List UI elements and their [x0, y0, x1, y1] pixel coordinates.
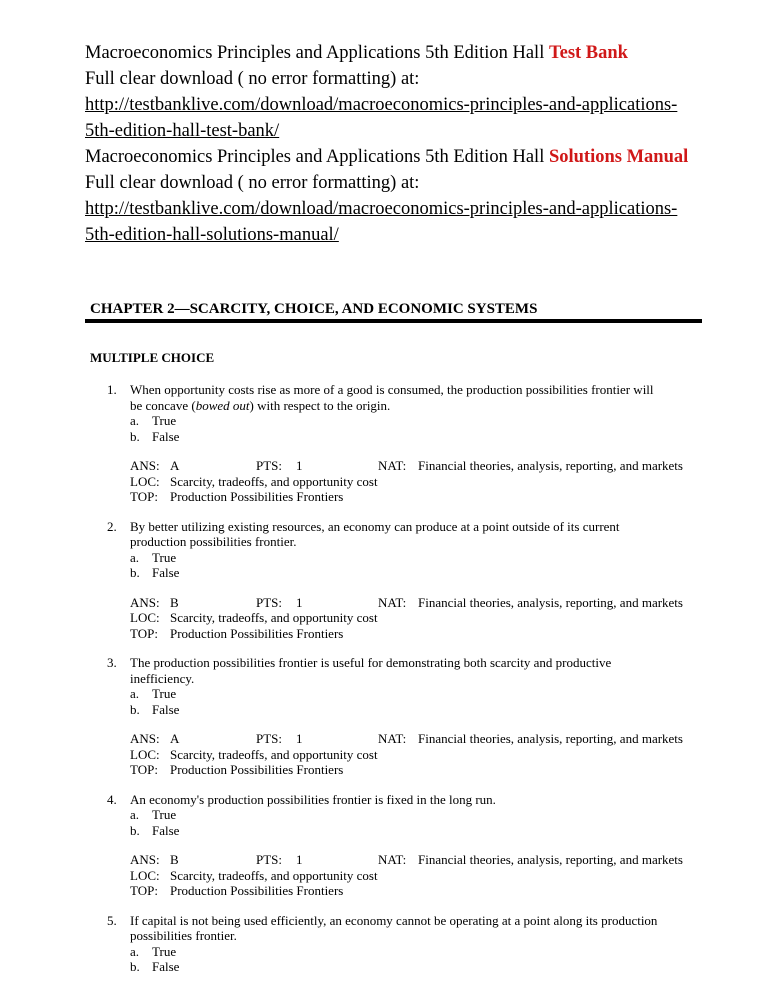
test-bank-link-part2[interactable]: 5th-edition-hall-test-bank/ [85, 121, 280, 141]
pts-label: PTS: [256, 852, 283, 867]
ans-value: B [170, 852, 179, 867]
option-b [130, 959, 710, 975]
option-letter: b. [130, 565, 140, 580]
question-stem [130, 382, 710, 413]
option-b [130, 702, 710, 718]
question-stem-line: production possibilities frontier. [130, 534, 297, 549]
header-title: Macroeconomics Principles and Applications 5th Edition Hall [85, 43, 549, 63]
question-stem-line: By better utilizing existing resources, an economy can produce at a point outside of its current [130, 518, 620, 534]
answer-row [130, 595, 710, 611]
question-stem-line: An economy's production possibilities frontier is fixed in the long run. [130, 791, 496, 807]
question-stem [130, 655, 710, 686]
loc-row [130, 610, 710, 626]
pts-value: 1 [296, 594, 303, 610]
option-a [130, 413, 710, 429]
option-a [130, 807, 710, 823]
top-label: TOP: [130, 762, 158, 777]
pts-value: 1 [296, 458, 303, 473]
top-value: Production Possibilities Frontiers [170, 625, 344, 641]
option-letter: b. [130, 428, 140, 444]
question-list [90, 382, 710, 989]
nat-value: Financial theories, analysis, reporting, and markets [418, 731, 683, 746]
loc-label: LOC: [130, 746, 160, 762]
nat-label: NAT: [378, 594, 407, 610]
question-stem-line: inefficiency. [130, 670, 195, 686]
header-title-2: Macroeconomics Principles and Applications 5th Edition Hall [85, 147, 549, 167]
header-line-solutions [85, 144, 755, 170]
option-text: True [152, 413, 177, 428]
loc-value: Scarcity, tradeoffs, and opportunity cost [170, 867, 378, 883]
ans-label: ANS: [130, 731, 160, 746]
chapter-title: CHAPTER 2—SCARCITY, CHOICE, AND ECONOMIC SYSTEMS [90, 301, 538, 317]
top-label: TOP: [130, 625, 158, 641]
answer-row [130, 458, 710, 474]
question-stem-line: If capital is not being used efficiently, an economy cannot be operating at a point along its production [130, 912, 658, 928]
option-text: True [152, 943, 177, 959]
top-row [130, 883, 710, 899]
nat-label: NAT: [378, 458, 407, 473]
option-a [130, 550, 710, 566]
chapter-divider [85, 319, 702, 323]
loc-row [130, 747, 710, 763]
question-number: 4. [107, 791, 117, 807]
option-letter: b. [130, 822, 140, 838]
pts-value: 1 [296, 731, 303, 746]
loc-value: Scarcity, tradeoffs, and opportunity cost [170, 473, 378, 489]
question-stem-line: The production possibilities frontier is useful for demonstrating both scarcity and productive [130, 655, 612, 670]
top-label: TOP: [130, 883, 158, 898]
nat-value: Financial theories, analysis, reporting, and markets [418, 852, 683, 867]
answer-meta [130, 458, 710, 505]
loc-row [130, 474, 710, 490]
option-text: False [152, 428, 180, 444]
header-download-note-2: Full clear download ( no error formatting) at: [85, 173, 420, 193]
test-bank-label: Test Bank [548, 43, 628, 63]
pts-label: PTS: [256, 594, 283, 610]
top-row [130, 762, 710, 778]
option-text: False [152, 959, 180, 974]
option-text: True [152, 686, 177, 701]
option-letter: b. [130, 959, 140, 974]
section-title: MULTIPLE CHOICE [90, 350, 215, 365]
answer-row [130, 852, 710, 868]
question-stem [130, 792, 710, 808]
ans-label: ANS: [130, 594, 160, 610]
solutions-link[interactable] [85, 196, 755, 222]
question-stem-line [130, 398, 710, 414]
option-a [130, 686, 710, 702]
ans-value: B [170, 594, 179, 610]
stem-text: be concave ( [130, 397, 196, 413]
option-b [130, 823, 710, 839]
solutions-link-cont[interactable] [85, 222, 755, 248]
question-stem [130, 913, 710, 944]
option-letter: a. [130, 943, 140, 959]
answer-meta [130, 731, 710, 778]
answer-meta [130, 595, 710, 642]
nat-label: NAT: [378, 852, 407, 867]
pts-label: PTS: [256, 731, 283, 746]
nat-value: Financial theories, analysis, reporting, and markets [418, 594, 683, 610]
question-number: 5. [107, 912, 117, 928]
ans-label: ANS: [130, 852, 160, 867]
answer-meta [130, 852, 710, 899]
question-item [90, 913, 710, 975]
pts-value: 1 [296, 852, 303, 867]
loc-value: Scarcity, tradeoffs, and opportunity cost [170, 746, 378, 762]
option-text: True [152, 807, 177, 822]
question-stem-line: possibilities frontier. [130, 928, 237, 943]
question-item [90, 655, 710, 778]
ans-value: A [170, 731, 180, 746]
loc-row [130, 868, 710, 884]
option-text: True [152, 549, 177, 565]
top-value: Production Possibilities Frontiers [170, 489, 344, 504]
pts-label: PTS: [256, 458, 283, 473]
question-number: 1. [107, 382, 117, 397]
question-item [90, 519, 710, 642]
top-value: Production Possibilities Frontiers [170, 883, 344, 898]
top-row [130, 626, 710, 642]
test-bank-link[interactable] [85, 92, 755, 118]
nat-value: Financial theories, analysis, reporting, and markets [418, 458, 683, 473]
top-value: Production Possibilities Frontiers [170, 762, 344, 777]
option-b [130, 565, 710, 581]
option-text: False [152, 701, 180, 717]
header-line-test-bank [85, 40, 755, 66]
top-label: TOP: [130, 489, 158, 504]
loc-label: LOC: [130, 867, 160, 883]
ans-value: A [170, 458, 180, 473]
stem-text: ) with respect to the origin. [249, 397, 391, 413]
question-number: 2. [107, 518, 117, 534]
option-text: False [152, 565, 180, 580]
test-bank-link-cont[interactable] [85, 118, 755, 144]
option-letter: a. [130, 549, 140, 565]
question-stem-line: When opportunity costs rise as more of a good is consumed, the production possibilities frontier will [130, 382, 654, 397]
option-letter: a. [130, 807, 140, 822]
option-letter: a. [130, 413, 140, 428]
solutions-manual-label: Solutions Manual [548, 147, 689, 167]
option-letter: a. [130, 686, 140, 701]
option-a [130, 944, 710, 960]
loc-value: Scarcity, tradeoffs, and opportunity cost [170, 610, 378, 625]
nat-label: NAT: [378, 731, 407, 746]
option-text: False [152, 822, 180, 838]
loc-label: LOC: [130, 473, 160, 489]
question-stem [130, 519, 710, 550]
option-letter: b. [130, 701, 140, 717]
solutions-link-part2[interactable]: 5th-edition-hall-solutions-manual/ [85, 225, 339, 245]
question-item [90, 792, 710, 899]
question-number: 3. [107, 655, 117, 670]
document-header [85, 40, 755, 248]
solutions-link-part1[interactable]: http://testbanklive.com/download/macroeconomics-principles-and-applications- [85, 199, 678, 219]
ans-label: ANS: [130, 458, 160, 473]
test-bank-link-part1[interactable]: http://testbanklive.com/download/macroeconomics-principles-and-applications- [85, 95, 678, 115]
loc-label: LOC: [130, 610, 160, 625]
question-item [90, 382, 710, 505]
header-download-note: Full clear download ( no error formatting) at: [85, 69, 420, 89]
top-row [130, 489, 710, 505]
option-b [130, 429, 710, 445]
stem-italic: bowed out [195, 397, 250, 413]
answer-row [130, 731, 710, 747]
